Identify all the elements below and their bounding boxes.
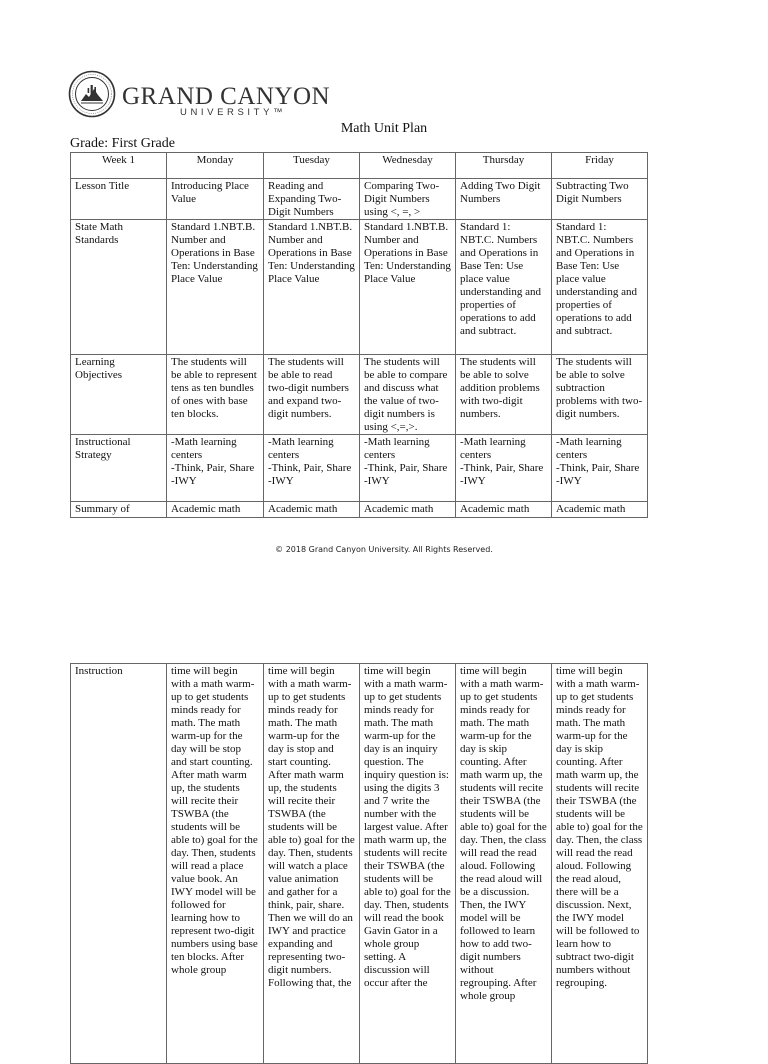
table-cell: Standard 1.NBT.B. Number and Operations in Base Ten: Understanding Place Value [167, 220, 264, 355]
table-cell: Introducing Place Value [167, 179, 264, 220]
table-row [71, 435, 648, 502]
table-cell: Standard 1: NBT.C. Numbers and Operations in Base Ten: Use place value understanding and properties of operations to add and subtract. [552, 220, 648, 355]
table-cell: Academic math [167, 502, 264, 518]
table-cell: -Math learning centers -Think, Pair, Share -IWY [552, 435, 648, 502]
table-cell: -Math learning centers -Think, Pair, Share -IWY [167, 435, 264, 502]
table-cell: -Math learning centers -Think, Pair, Share -IWY [360, 435, 456, 502]
table-cell: Comparing Two-Digit Numbers using <, =, > [360, 179, 456, 220]
university-seal-icon [68, 70, 116, 118]
table-header-row [71, 153, 648, 179]
column-header: Thursday [456, 153, 552, 179]
table-cell: Standard 1: NBT.C. Numbers and Operations in Base Ten: Use place value understanding and properties of operations to add and subtract. [456, 220, 552, 355]
table-cell: -Math learning centers -Think, Pair, Share -IWY [264, 435, 360, 502]
row-label: Instruction [71, 664, 167, 1064]
logo-subtitle: UNIVERSITY™ [180, 107, 287, 118]
table-row [71, 355, 648, 435]
row-label: Instructional Strategy [71, 435, 167, 502]
column-header: Wednesday [360, 153, 456, 179]
copyright-footer: © 2018 Grand Canyon University. All Rights Reserved. [275, 545, 493, 554]
table-cell: Adding Two Digit Numbers [456, 179, 552, 220]
table-cell: time will begin with a math warm-up to get students minds ready for math. The math warm-up for the day is skip counting. After math warm up, the students will recite their TSWBA (the students will be able to) goal for the day. Then, the class will read the read aloud. Following the read aloud, there will be a discussion. Next, the IWY model will be followed to learn how to subtract two-digit numbers without regrouping. [552, 664, 648, 1064]
row-label: Summary of [71, 502, 167, 518]
column-header: Tuesday [264, 153, 360, 179]
row-label: Learning Objectives [71, 355, 167, 435]
unit-plan-table [70, 152, 648, 518]
document-title: Math Unit Plan [340, 121, 428, 136]
table-row [71, 179, 648, 220]
table-cell: Academic math [264, 502, 360, 518]
table-cell: time will begin with a math warm-up to get students minds ready for math. The math warm-up for the day is stop and start counting. After math warm up, the students will recite their TSWBA (the students will be able to) goal for the day. Then, students will watch a place value animation and gather for a think, pair, share. Then we will do an IWY and practice expanding and representing two-digit numbers. Following that, the [264, 664, 360, 1064]
table-cell: The students will be able to compare and discuss what the value of two-digit numbers is using <,=,>. [360, 355, 456, 435]
table-cell: The students will be able to solve subtraction problems with two-digit numbers. [552, 355, 648, 435]
table-cell: Academic math [456, 502, 552, 518]
table-row [71, 220, 648, 355]
logo-wordmark: GRAND CANYON [122, 83, 331, 110]
table-row [71, 502, 648, 518]
table-cell: time will begin with a math warm-up to get students minds ready for math. The math warm-up for the day will be stop and start counting. After math warm up, the students will recite their TSWBA (the students will be able to) goal for the day. Then, students will read a place value book. An IWY model will be followed for learning how to represent two-digit numbers using base ten blocks. After whole group [167, 664, 264, 1064]
row-label: State Math Standards [71, 220, 167, 355]
table-cell: Standard 1.NBT.B. Number and Operations in Base Ten: Understanding Place Value [264, 220, 360, 355]
table-cell: time will begin with a math warm-up to get students minds ready for math. The math warm-up for the day is skip counting. After math warm up, the students will recite their TSWBA (the students will be able to) goal for the day. Then, the class will read the read aloud. Following the read aloud will be a discussion. Then, the IWY model will be followed to learn how to add two-digit numbers without regrouping. After whole group [456, 664, 552, 1064]
table-cell: Academic math [360, 502, 456, 518]
table-cell: The students will be able to read two-digit numbers and expand two-digit numbers. [264, 355, 360, 435]
table-cell: Academic math [552, 502, 648, 518]
university-logo [68, 70, 331, 122]
column-header: Friday [552, 153, 648, 179]
table-row [71, 664, 648, 1064]
table-cell: time will begin with a math warm-up to get students minds ready for math. The math warm-up for the day is an inquiry question. The inquiry question is: using the digits 3 and 7 write the number with the largest value. After math warm up, the students will recite their TSWBA (the students will be able to) goal for the day. Then, students will read the book Gavin Gator in a whole group setting. A discussion will occur after the [360, 664, 456, 1064]
table-cell: Subtracting Two Digit Numbers [552, 179, 648, 220]
unit-plan-table-continued [70, 663, 648, 1064]
table-cell: The students will be able to solve addition problems with two-digit numbers. [456, 355, 552, 435]
column-header: Week 1 [71, 153, 167, 179]
row-label: Lesson Title [71, 179, 167, 220]
column-header: Monday [167, 153, 264, 179]
table-cell: Reading and Expanding Two-Digit Numbers [264, 179, 360, 220]
table-cell: Standard 1.NBT.B. Number and Operations in Base Ten: Understanding Place Value [360, 220, 456, 355]
table-cell: The students will be able to represent tens as ten bundles of ones with base ten blocks. [167, 355, 264, 435]
grade-label: Grade: First Grade [70, 136, 175, 151]
table-cell: -Math learning centers -Think, Pair, Share -IWY [456, 435, 552, 502]
